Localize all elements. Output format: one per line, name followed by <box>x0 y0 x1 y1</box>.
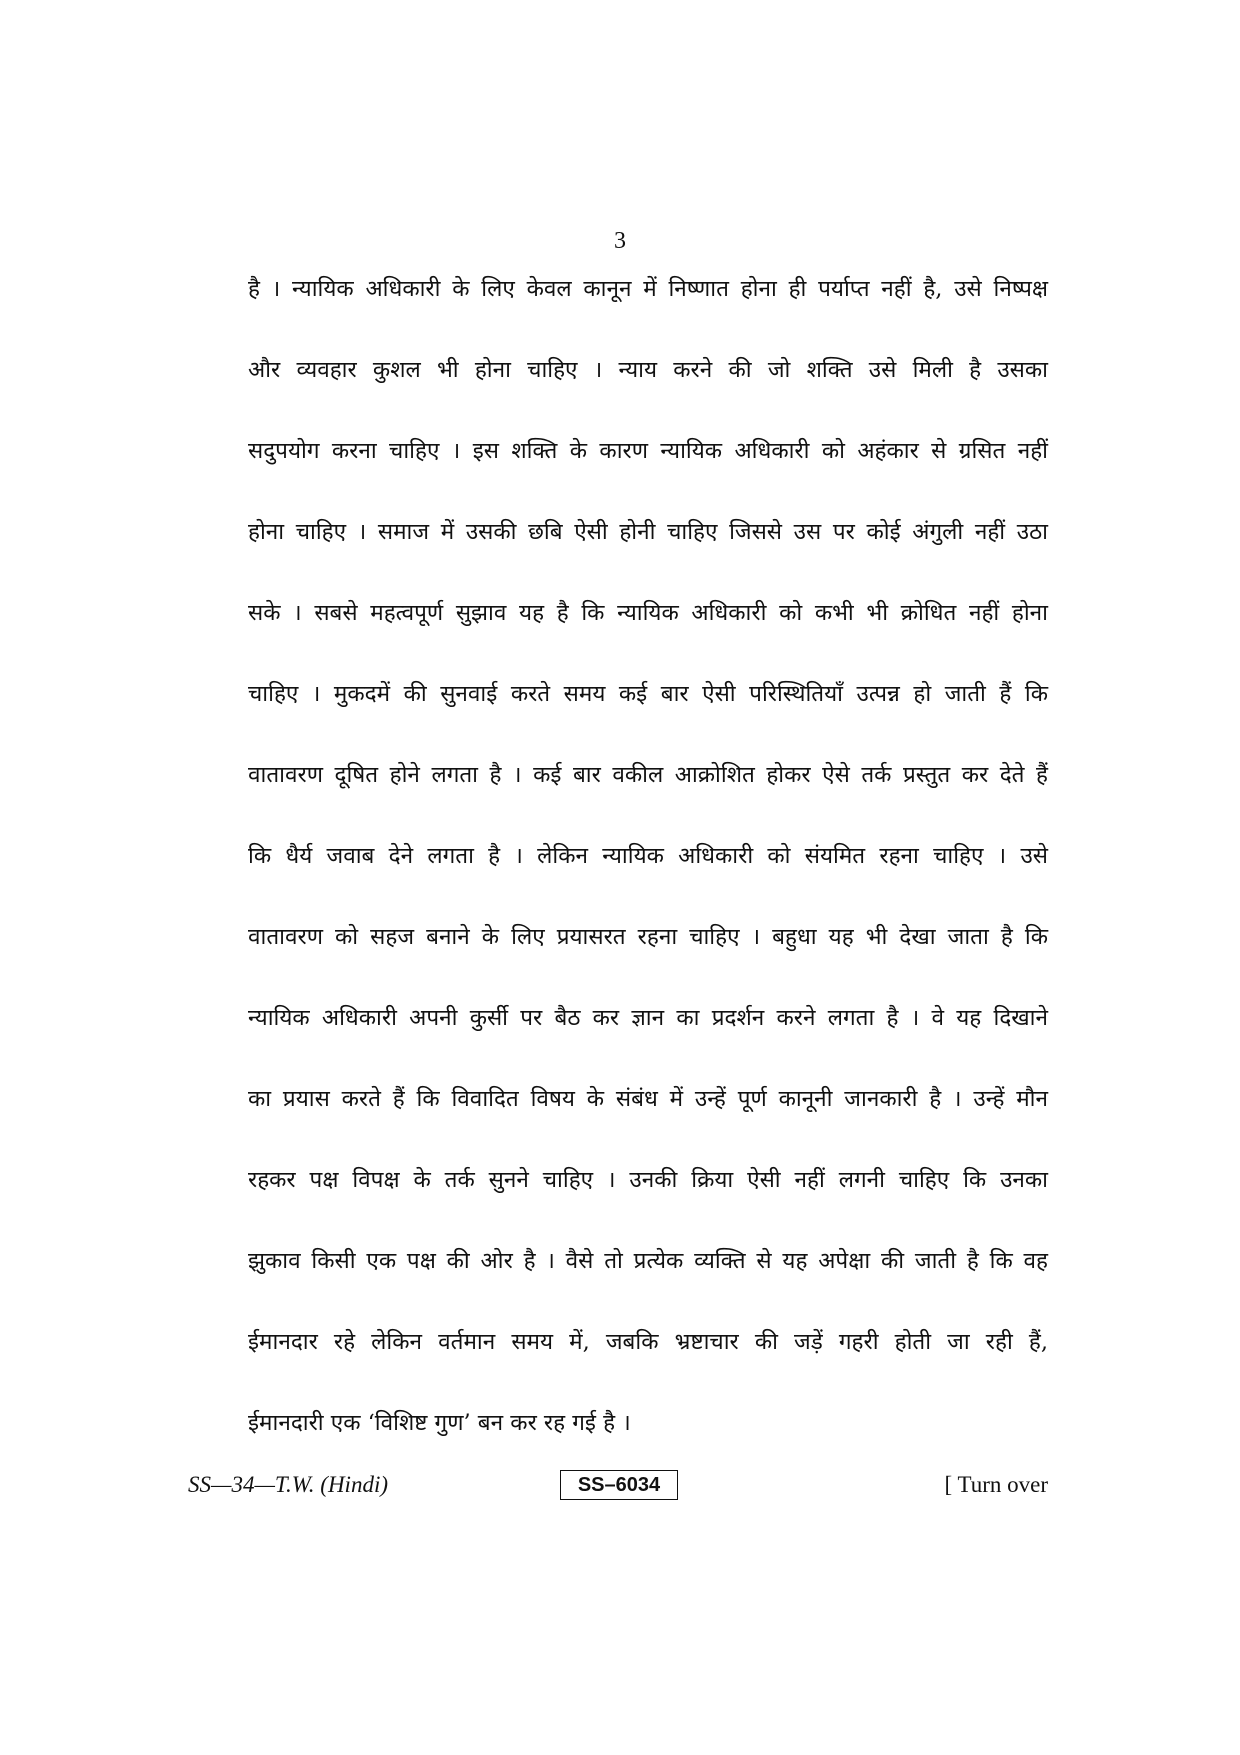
text-line: सदुपयोग करना चाहिए । इस शक्ति के कारण न्यायिक अधिकारी को अहंकार से ग्रसित नहीं <box>248 438 1048 464</box>
text-line: है । न्यायिक अधिकारी के लिए केवल कानून में निष्णात होना ही पर्याप्त नहीं है, उसे निष्पक्ष <box>248 276 1048 302</box>
paper-code: SS—34—T.W. (Hindi) <box>188 1472 388 1497</box>
text-line: का प्रयास करते हैं कि विवादित विषय के संबंध में उन्हें पूर्ण कानूनी जानकारी है । उन्हें मौन <box>248 1086 1048 1112</box>
text-line: न्यायिक अधिकारी अपनी कुर्सी पर बैठ कर ज्ञान का प्रदर्शन करने लगता है । वे यह दिखाने <box>248 1005 1048 1031</box>
text-line: सके । सबसे महत्वपूर्ण सुझाव यह है कि न्यायिक अधिकारी को कभी भी क्रोधित नहीं होना <box>248 600 1048 626</box>
turn-over-label: [ Turn over <box>944 1472 1048 1497</box>
page-number: 3 <box>614 228 626 254</box>
page-footer <box>188 1470 1048 1504</box>
booklet-code-box: SS–6034 <box>560 1470 678 1500</box>
text-line: रहकर पक्ष विपक्ष के तर्क सुनने चाहिए । उनकी क्रिया ऐसी नहीं लगनी चाहिए कि उनका <box>248 1167 1048 1193</box>
text-line: ईमानदार रहे लेकिन वर्तमान समय में, जबकि भ्रष्टाचार की जड़ें गहरी होती जा रही हैं, <box>248 1329 1048 1355</box>
body-text <box>248 268 1048 1483</box>
text-line: चाहिए । मुकदमें की सुनवाई करते समय कई बार ऐसी परिस्थितियाँ उत्पन्न हो जाती हैं कि <box>248 681 1048 707</box>
text-line: होना चाहिए । समाज में उसकी छबि ऐसी होनी चाहिए जिससे उस पर कोई अंगुली नहीं उठा <box>248 519 1048 545</box>
text-line: झुकाव किसी एक पक्ष की ओर है । वैसे तो प्रत्येक व्यक्ति से यह अपेक्षा की जाती है कि वह <box>248 1248 1048 1274</box>
text-line: ईमानदारी एक ‘विशिष्ट गुण’ बन कर रह गई है । <box>248 1410 631 1436</box>
text-line: वातावरण दूषित होने लगता है । कई बार वकील आक्रोशित होकर ऐसे तर्क प्रस्तुत कर देते हैं <box>248 762 1048 788</box>
text-line: वातावरण को सहज बनाने के लिए प्रयासरत रहना चाहिए । बहुधा यह भी देखा जाता है कि <box>248 924 1048 950</box>
text-line: और व्यवहार कुशल भी होना चाहिए । न्याय करने की जो शक्ति उसे मिली है उसका <box>248 357 1048 383</box>
text-line: कि धैर्य जवाब देने लगता है । लेकिन न्यायिक अधिकारी को संयमित रहना चाहिए । उसे <box>248 843 1048 869</box>
